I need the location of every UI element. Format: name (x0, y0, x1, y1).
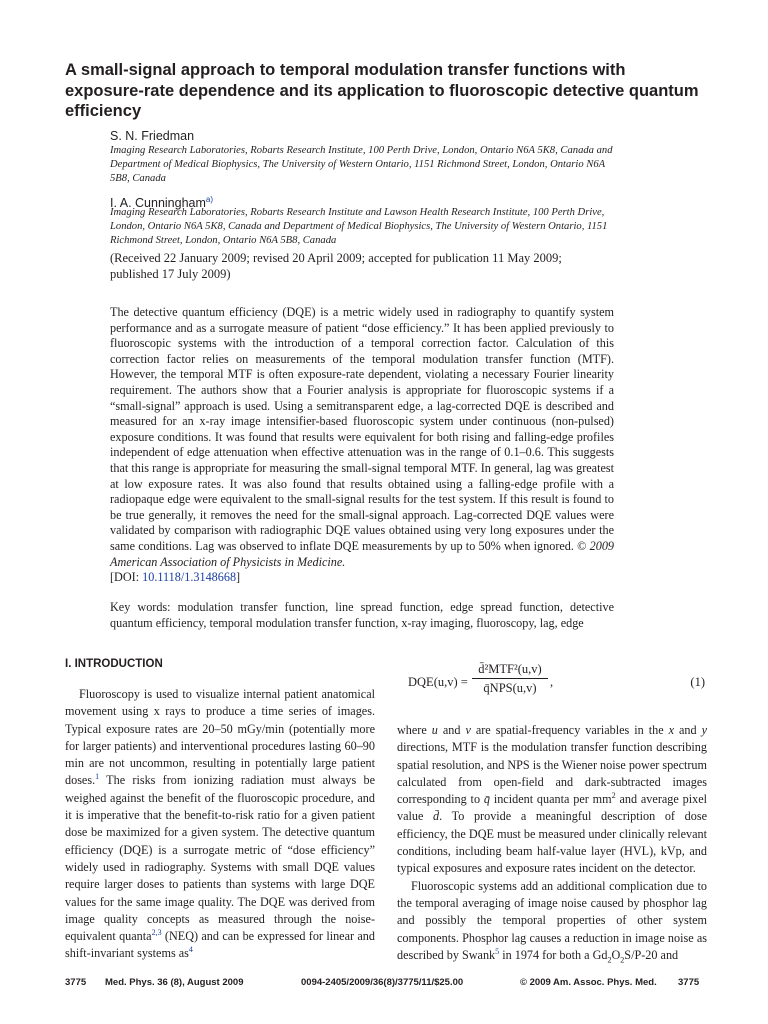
footer-copyright: © 2009 Am. Assoc. Phys. Med. (520, 977, 657, 988)
abstract-copyright: 2009 American Association of Physicists in Medicine. (110, 538, 615, 569)
text-run: directions, MTF is the modulation transfer function describing spatial resolution, and NPS is the Wiener noise power spectrum calculated from open-field and dark-subtracted images corresponding to (397, 740, 708, 807)
footer-page-number: 3775 (65, 977, 87, 988)
abstract-text: The detective quantum efficiency (DQE) is a metric widely used in radiography to quantify system performance and as a surrogate measure of patient “dose efficiency.” It has been applied previously to fluoroscopic systems with the introduction of a temporal correction factor. Calculation of this correction factor relies on measurements of the temporal modulation transfer function (MTF). However, the temporal MTF is often exposure-rate dependent, violating a necessary Fourier linearity requirement. The authors show that a Fourier analysis is appropriate for fluoroscopic systems if a “small-signal” approach is used. Using a semitransparent edge, a lag-corrected DQE is described and measured for an x-ray image intensifier-based fluoroscopic system under continuous (non-pulsed) exposure conditions. It was found that results were equivalent for both rising and falling-edge profiles independent of edge attenuation when effective attenuation was in the range of 0.1–0.6. This suggests that this range is appropriate for measuring the small-signal temporal MTF. In general, lag was greatest at low exposure rates. It was also found that results obtained using a falling-edge profile with a radiopaque edge were equivalent to the small-signal results for the test system. If this result is found to be true generally, it removes the need for the small-signal approach. Lag-corrected DQE values were validated by comparison with radiographic DQE values obtained using very long exposures under the same conditions. Lag was observed to inflate DQE measurements by up to 50% when ignored. (110, 305, 614, 553)
symbol-x: x (668, 723, 675, 737)
right-column (397, 722, 707, 964)
section-heading: I. INTRODUCTION (65, 658, 163, 670)
page-footer (65, 977, 705, 991)
text-run: incident quanta per mm (489, 792, 612, 807)
text-run: and (674, 723, 702, 737)
reference-link[interactable]: 2,3 (151, 928, 162, 938)
intro-paragraph (65, 686, 375, 963)
equation-tail: , (550, 675, 554, 689)
author-affiliation: Imaging Research Laboratories, Robarts Research Institute, 100 Perth Drive, London, Ontario N6A 5K8, Canada and Department of Medical Biophysics, The University of Western Ontario, 1151 Richmond Street, London, Ontario N6A 5B8, Canada (110, 145, 613, 184)
text-run: are spatial-frequency variables in the (470, 723, 669, 737)
subscript: 2 (607, 955, 612, 965)
text-run: and (437, 723, 466, 737)
reference-link[interactable]: 4 (188, 945, 193, 955)
text-run: The risks from ionizing radiation must always be weighed against the benefit of the fluoroscopic procedure, and it is imperative that the benefit-to-risk ratio for a given patient dose be maximized for a given system. The detective quantum efficiency (DQE) is a surrogate metric of “dose efficiency” widely used in radiography. Systems with small DQE values require larger doses to patients than systems with large DQE values for the same image quality. The DQE was derived from image quality concepts as measured through the noise-equivalent quanta (65, 773, 375, 944)
equation-numerator: d̄²MTF²(u,v) (472, 662, 548, 679)
reference-link[interactable]: 1 (95, 772, 100, 782)
text-run: and average pixel value (397, 792, 707, 824)
author-name-text: I. A. Cunningham (110, 196, 206, 211)
paper-title: A small-signal approach to temporal modulation transfer functions with exposure-rate dependence and its application to fluoroscopic detective quantum efficiency (65, 61, 699, 120)
equation-lhs: DQE(u,v) = (408, 675, 468, 689)
text-run: (NEQ) and can be expressed for linear and shift-invariant systems as (65, 929, 375, 961)
footer-page-number: 3775 (678, 977, 700, 988)
text-run: . To provide a meaningful description of dose efficiency, the DQE must be measured under clinically relevant conditions, including beam half-value layer (HVL), kVp, and typical exposures and exposure rates incident on the detector. (397, 809, 707, 876)
text-run: Fluoroscopic systems add an additional complication due to the temporal averaging of image noise caused by phosphor lag and possibly the temporal properties of other system components. Phosphor lag causes a reduction in image noise as described by Swank (397, 878, 707, 962)
footer-article-code: 0094-2405/2009/36(8)/3775/11/$25.00 (301, 977, 464, 988)
body-paragraph (397, 722, 707, 878)
superscript: 2 (611, 791, 616, 801)
equation-fraction (472, 662, 548, 696)
symbol-u: u (431, 723, 438, 737)
author-note-link[interactable]: a) (205, 195, 214, 204)
text-run: O (611, 947, 621, 962)
reference-link[interactable]: 5 (495, 946, 500, 956)
equation-denominator: q̄NPS(u,v) (483, 681, 537, 695)
symbol-v: v (465, 723, 471, 737)
text-run: S/P-20 and (624, 947, 679, 962)
text-run: in 1974 for both a Gd (499, 947, 608, 962)
text-run: where (397, 723, 432, 737)
doi-suffix: ] (236, 570, 241, 585)
equation-number: (1) (690, 675, 705, 689)
author-name-text: S. N. Friedman (110, 129, 195, 143)
equation-1 (408, 660, 708, 704)
author-name (110, 129, 194, 144)
doi-prefix: [DOI: (110, 570, 143, 585)
doi-link[interactable]: 10.1118/1.3148668 (142, 570, 237, 585)
author-affiliation: Imaging Research Laboratories, Robarts Research Institute and Lawson Health Research Institute, 100 Perth Drive, London, Ontario N6A 5K8, Canada and Department of Medical Biophysics, The University of Western Ontario, 1151 Richmond Street, London, Ontario N6A 5B8, Canada (110, 207, 608, 246)
received-dates: (Received 22 January 2009; revised 20 April 2009; accepted for publication 11 May 2009; published 17 July 2009) (110, 251, 562, 281)
symbol-q-bar: q̄ (483, 792, 490, 807)
subscript: 2 (620, 955, 625, 965)
abstract (110, 305, 614, 586)
keywords: Key words: modulation transfer function, line spread function, edge spread function, detective quantum efficiency, temporal modulation transfer function, x-ray imaging, fluoroscopy, lag, edge (110, 600, 614, 630)
symbol-y: y (701, 723, 708, 737)
copyright-symbol: © (577, 538, 587, 553)
symbol-d-bar: d̄ (433, 809, 440, 824)
left-column (65, 686, 375, 963)
footer-journal: Med. Phys. 36 (8), August 2009 (105, 977, 244, 988)
body-paragraph (397, 878, 707, 964)
text-run: Fluoroscopy is used to visualize internal patient anatomical movement using x rays to produce a time series of images. Typical exposure rates are 20–50 mGy/min (potentially more for larger patients) and interventional procedures lasting 60–90 min are not uncommon, resulting in potentially large patient doses. (65, 687, 375, 788)
